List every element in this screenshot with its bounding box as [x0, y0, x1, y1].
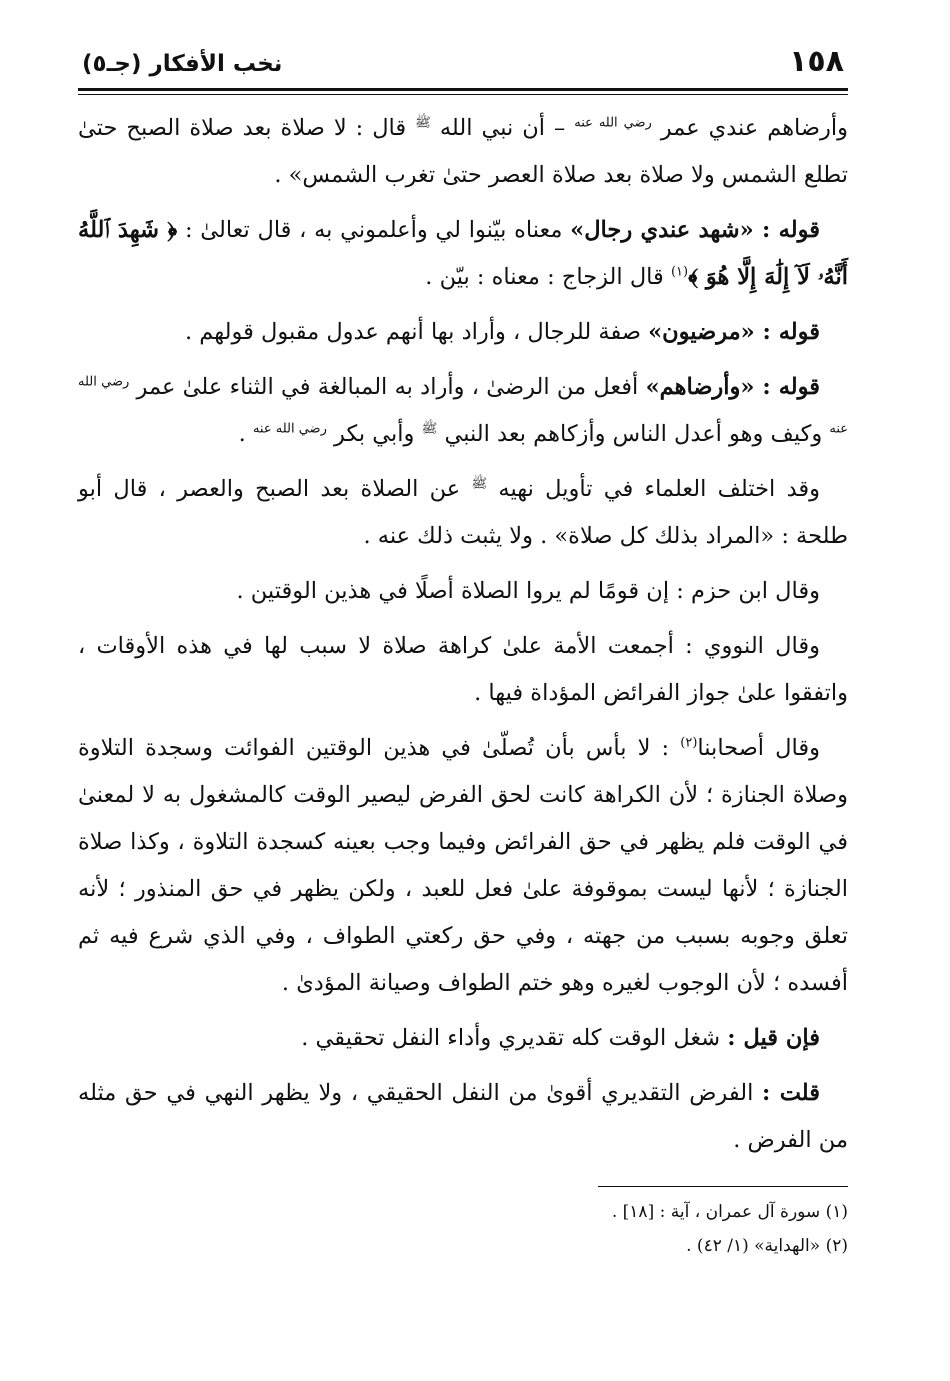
text-run: عن الصلاة بعد الصبح والعصر ، قال أبو طلحة : «المراد بذلك كل صلاة» . ولا يثبت ذلك عنه .	[78, 476, 848, 549]
quran-verse: ﴿ شَهِدَ ٱللَّهُ أَنَّهُۥ لَآ إِلَٰهَ إِلَّا هُوَ ﴾	[78, 217, 848, 290]
text-run: وقال ابن حزم : إن قومًا لم يروا الصلاة أصلًا في هذين الوقتين .	[236, 578, 820, 604]
text-run: قال : لا صلاة بعد صلاة الصبح حتىٰ تطلع الشمس ولا صلاة بعد صلاة العصر حتىٰ تغرب الشمس» .	[78, 115, 848, 188]
page-header	[78, 44, 848, 84]
text-run: الفرض التقديري أقوىٰ من النفل الحقيقي ، ولا يظهر النهي في حق مثله من الفرض .	[78, 1080, 848, 1153]
footnote-ref-1[interactable]: (١)	[670, 264, 689, 280]
paragraph-nawawi	[78, 623, 848, 717]
lead-term: قوله : «شهد عندي رجال»	[570, 217, 820, 243]
text-run: أفعل من الرضىٰ ، وأراد به المبالغة في الثناء علىٰ عمر	[129, 374, 646, 400]
footnotes	[78, 1195, 848, 1263]
text-run: .	[238, 421, 253, 447]
paragraph-qultu	[78, 1070, 848, 1164]
text-run: وقال النووي : أجمعت الأمة علىٰ كراهة صلاة لا سبب لها في هذه الأوقات ، واتفقوا علىٰ جواز الفرائض المؤداة فيها .	[78, 633, 848, 706]
running-title: نخب الأفكار (جـ٥)	[82, 51, 283, 77]
paragraph-ashabuna	[78, 725, 848, 1007]
lead-term: قلت :	[762, 1080, 820, 1106]
text-run: : لا بأس بأن تُصلّىٰ في هذين الوقتين الفوائت وسجدة التلاوة وصلاة الجنازة ؛ لأن الكراهة كانت لحق الفرض ليصير الوقت كالمشغول به لا لمعنىٰ في الوقت فلم يظهر في حق الفرائض وفيما وجب بعينه كسجدة التلاوة ، وكذا صلاة الجنازة ؛ لأنها ليست بموقوفة علىٰ فعل للعبد ، ولكن يظهر في حق المنذور ؛ لأنه تعلق وجوبه بسبب من جهته ، وفي حق ركعتي الطواف ، وفي الذي شرع فيه ثم أفسده ؛ لأن الوجوب لغيره وهو ختم الطواف وصيانة المؤدىٰ .	[78, 735, 848, 996]
footnote-ref-2[interactable]: (٢)	[680, 735, 698, 751]
honorific-radiallah: رضي الله عنه	[574, 115, 652, 131]
lead-term: قوله : «مرضيون»	[648, 319, 820, 345]
lead-term: قوله : «وأرضاهم»	[645, 374, 820, 400]
paragraph-ibn-hazm	[78, 568, 848, 615]
text-run: – أن نبي الله	[430, 115, 575, 141]
paragraph-mardiyyun	[78, 309, 848, 356]
footnote-1: (١) سورة آل عمران ، آية : [١٨] .	[611, 1202, 848, 1222]
footnote-separator	[598, 1186, 848, 1187]
text-run: قال الزجاج : معناه : بيّن .	[425, 264, 671, 290]
paragraph-fa-in-qila	[78, 1015, 848, 1062]
body-text	[78, 105, 848, 1164]
lead-term: فإن قيل :	[727, 1025, 820, 1051]
header-rule-thin	[78, 94, 848, 95]
book-page	[78, 44, 848, 1263]
text-run: وأبي بكر	[326, 421, 422, 447]
text-run: شغل الوقت كله تقديري وأداء النفل تحقيقي .	[301, 1025, 728, 1051]
text-run: وقد اختلف العلماء في تأويل نهيه	[487, 476, 820, 502]
text-run: وقال أصحابنا	[697, 735, 820, 761]
text-run: وكيف وهو أعدل الناس وأزكاهم بعد النبي	[437, 421, 830, 447]
page-number: ١٥٨	[789, 44, 844, 79]
text-run: صفة للرجال ، وأراد بها أنهم عدول مقبول قولهم .	[184, 319, 649, 345]
honorific-radiallah: رضي الله عنه	[78, 374, 848, 437]
paragraph-ardahum	[78, 364, 848, 458]
paragraph-shahida	[78, 207, 848, 301]
header-rule-thick	[78, 88, 848, 91]
text-run: معناه بيّنوا لي وأعلموني به ، قال تعالىٰ :	[177, 217, 571, 243]
honorific-salawat: ﷺ	[471, 476, 488, 492]
text-run: وأرضاهم عندي عمر	[651, 115, 848, 141]
honorific-salawat: ﷺ	[421, 421, 438, 437]
honorific-salawat: ﷺ	[415, 115, 431, 131]
honorific-radiallah: رضي الله عنه	[252, 421, 327, 437]
paragraph-ikhtilaf	[78, 466, 848, 560]
footnote-2: (٢) «الهداية» (١/ ٤٢) .	[686, 1236, 848, 1256]
paragraph-hadith-continuation	[78, 105, 848, 199]
